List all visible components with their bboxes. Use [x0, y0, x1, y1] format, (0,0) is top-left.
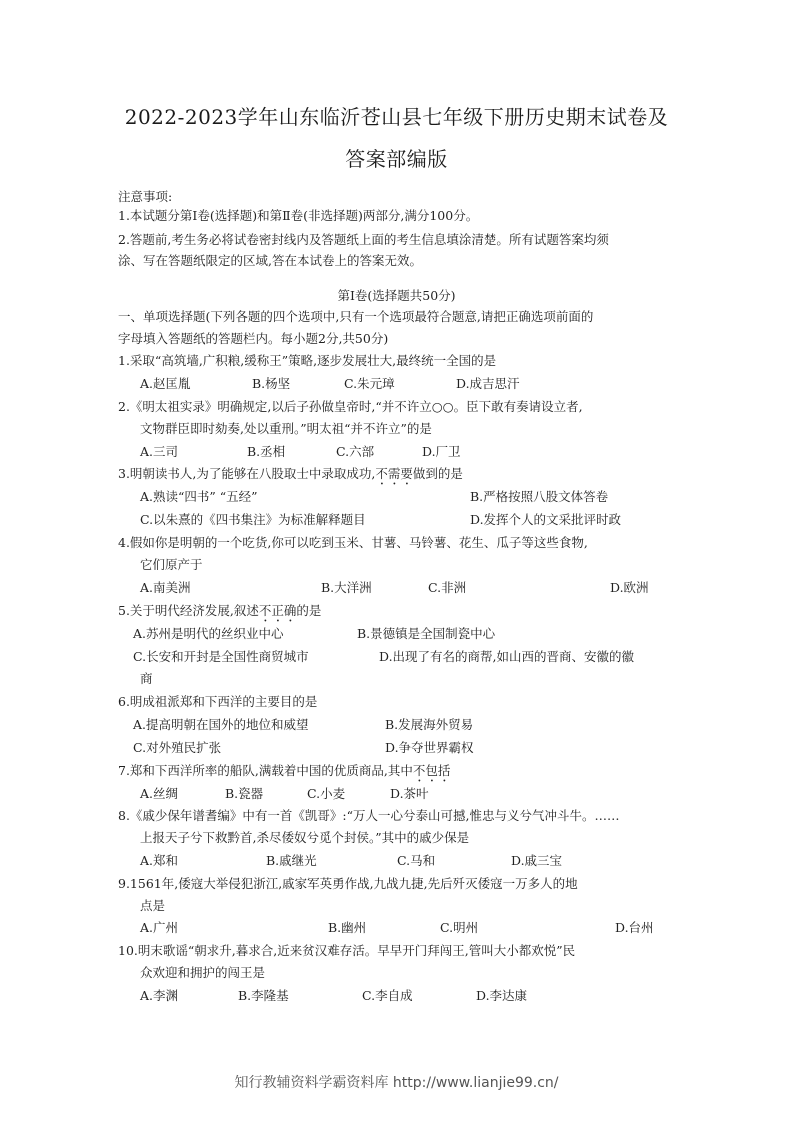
q8-stem-b: 上报天子兮下救黔首,杀尽倭奴兮觅个封侯。”其中的戚少保是 [140, 830, 470, 845]
q9-option-a: A.广州 [140, 920, 179, 935]
q8-option-d: D.戚三宝 [511, 853, 563, 868]
q9-option-d: D.台州 [615, 920, 654, 935]
q1-option-a: A.赵匡胤 [140, 376, 191, 391]
q7-option-d: D.茶叶 [390, 786, 429, 801]
q2-option-a: A.三司 [140, 444, 179, 459]
note-2a: 2.答题前,考生务必将试卷密封线内及答题纸上面的考生信息填涂清楚。所有试题答案均须 [118, 232, 609, 247]
q9-option-b: B.幽州 [328, 920, 367, 935]
note-2b: 涂、写在答题纸限定的区域,答在本试卷上的答案无效。 [118, 253, 422, 268]
q4-option-c: C.非洲 [428, 580, 467, 595]
q5-option-c: C.长安和开封是全国性商贸城市 [133, 649, 309, 664]
q5-option-b: B.景德镇是全国制瓷中心 [357, 626, 496, 641]
q1-option-b: B.杨坚 [252, 376, 291, 391]
q6-option-b: B.发展海外贸易 [385, 717, 474, 732]
q5-stem-pre: 5.关于明代经济发展,叙述 [118, 603, 259, 618]
q9-stem-a: 9.1561年,倭寇大举侵犯浙江,戚家军英勇作战,九战九捷,先后歼灭倭寇一万多人的地 [118, 876, 578, 891]
q8-stem-a: 8.《戚少保年谱耆编》中有一首《凯哥》:“万人一心兮泰山可撼,惟忠与义兮气冲斗牛。…… [118, 808, 620, 823]
q4-stem-b: 它们原产于 [140, 557, 203, 572]
q3-option-a: A.熟读“四书” “五经” [140, 489, 258, 504]
q2-stem-b: 文物群臣即时劾奏,处以重刑。”明太祖“并不许立”的是 [140, 421, 432, 436]
q10-stem-a: 10.明末歌谣“朝求升,暮求合,近来贫汉难存活。早早开门拜闯王,管叫大小都欢悦”民 [118, 943, 576, 958]
q7-option-b: B.瓷器 [225, 786, 264, 801]
q1-option-c: C.朱元璋 [344, 376, 395, 391]
exam-title-line1: 2022-2023学年山东临沂苍山县七年级下册历史期末试卷及 [124, 105, 669, 129]
q7-option-a: A.丝绸 [140, 786, 179, 801]
q10-stem-b: 众欢迎和拥护的闯王是 [140, 965, 266, 980]
section-heading: 第Ⅰ卷(选择题共50分) [337, 288, 456, 303]
q6-stem: 6.明成祖派郑和下西洋的主要目的是 [118, 694, 318, 709]
q6-option-c: C.对外殖民扩张 [133, 740, 222, 755]
q3-stem-pre: 3.明朝读书人,为了能够在八股取士中录取成功, [118, 466, 376, 481]
q2-option-c: C.六部 [336, 444, 375, 459]
q7-stem [118, 763, 450, 785]
q8-option-a: A.郑和 [140, 853, 179, 868]
q3-option-d: D.发挥个人的文采批评时政 [470, 512, 622, 527]
q9-stem-b: 点是 [140, 898, 166, 913]
q3-stem-emphasis: 不需要 [375, 466, 413, 481]
q10-option-b: B.李隆基 [238, 988, 289, 1003]
q4-option-d: D.欧洲 [610, 580, 649, 595]
q3-stem [118, 466, 463, 488]
q6-option-a: A.提高明朝在国外的地位和威望 [133, 717, 309, 732]
section-intro-a: 一、单项选择题(下列各题的四个选项中,只有一个选项最符合题意,请把正确选项前面的 [118, 309, 594, 324]
q6-option-d: D.争夺世界霸权 [385, 740, 474, 755]
q3-option-c: C.以朱熹的《四书集注》为标准解释题目 [140, 512, 366, 527]
q8-option-c: C.马和 [397, 853, 436, 868]
q5-stem-post: 的是 [296, 603, 322, 618]
q10-option-a: A.李渊 [140, 988, 179, 1003]
section-intro-b: 字母填入答题纸的答题栏内。每小题2分,共50分) [118, 331, 389, 346]
q2-option-b: B.丞相 [247, 444, 286, 459]
q2-option-d: D.厂卫 [422, 444, 461, 459]
q1-stem: 1.采取“高筑墙,广积粮,缓称王”策略,逐步发展壮大,最终统一全国的是 [118, 353, 497, 368]
q3-option-b: B.严格按照八股文体答卷 [470, 489, 609, 504]
q5-option-d-a: D.出现了有名的商帮,如山西的晋商、安徽的徽 [379, 649, 635, 664]
q7-stem-pre: 7.郑和下西洋所率的船队,满载着中国的优质商品,其中 [118, 763, 413, 778]
note-1: 1.本试题分第Ⅰ卷(选择题)和第Ⅱ卷(非选择题)两部分,满分100分。 [118, 208, 479, 223]
q1-option-d: D.成吉思汗 [456, 376, 520, 391]
q4-stem-a: 4.假如你是明朝的一个吃货,你可以吃到玉米、甘薯、马铃薯、花生、瓜子等这些食物, [118, 535, 588, 550]
footer-watermark-link[interactable]: 知行教辅资料学霸资料库 http://www.lianjie99.cn/ [234, 1075, 559, 1091]
q4-option-a: A.南美洲 [140, 580, 191, 595]
q2-stem-a: 2.《明太祖实录》明确规定,以后子孙做皇帝时,“并不许立○○。臣下敢有奏请设立者, [118, 399, 583, 414]
q9-option-c: C.明州 [440, 920, 479, 935]
q10-option-d: D.李达康 [476, 988, 528, 1003]
q5-stem [118, 603, 321, 625]
q5-option-d-b: 商 [140, 671, 153, 686]
q10-option-c: C.李自成 [362, 988, 413, 1003]
q5-stem-emphasis: 不正确 [258, 603, 297, 618]
q7-stem-emphasis: 不包括 [412, 763, 451, 778]
q3-stem-post: 做到的是 [412, 466, 463, 481]
q5-option-a: A.苏州是明代的丝织业中心 [133, 626, 284, 641]
q8-option-b: B.戚继光 [266, 853, 317, 868]
exam-title-line2: 答案部编版 [345, 147, 448, 171]
q7-option-c: C.小麦 [307, 786, 346, 801]
notes-heading: 注意事项: [118, 189, 173, 204]
q4-option-b: B.大洋洲 [321, 580, 372, 595]
